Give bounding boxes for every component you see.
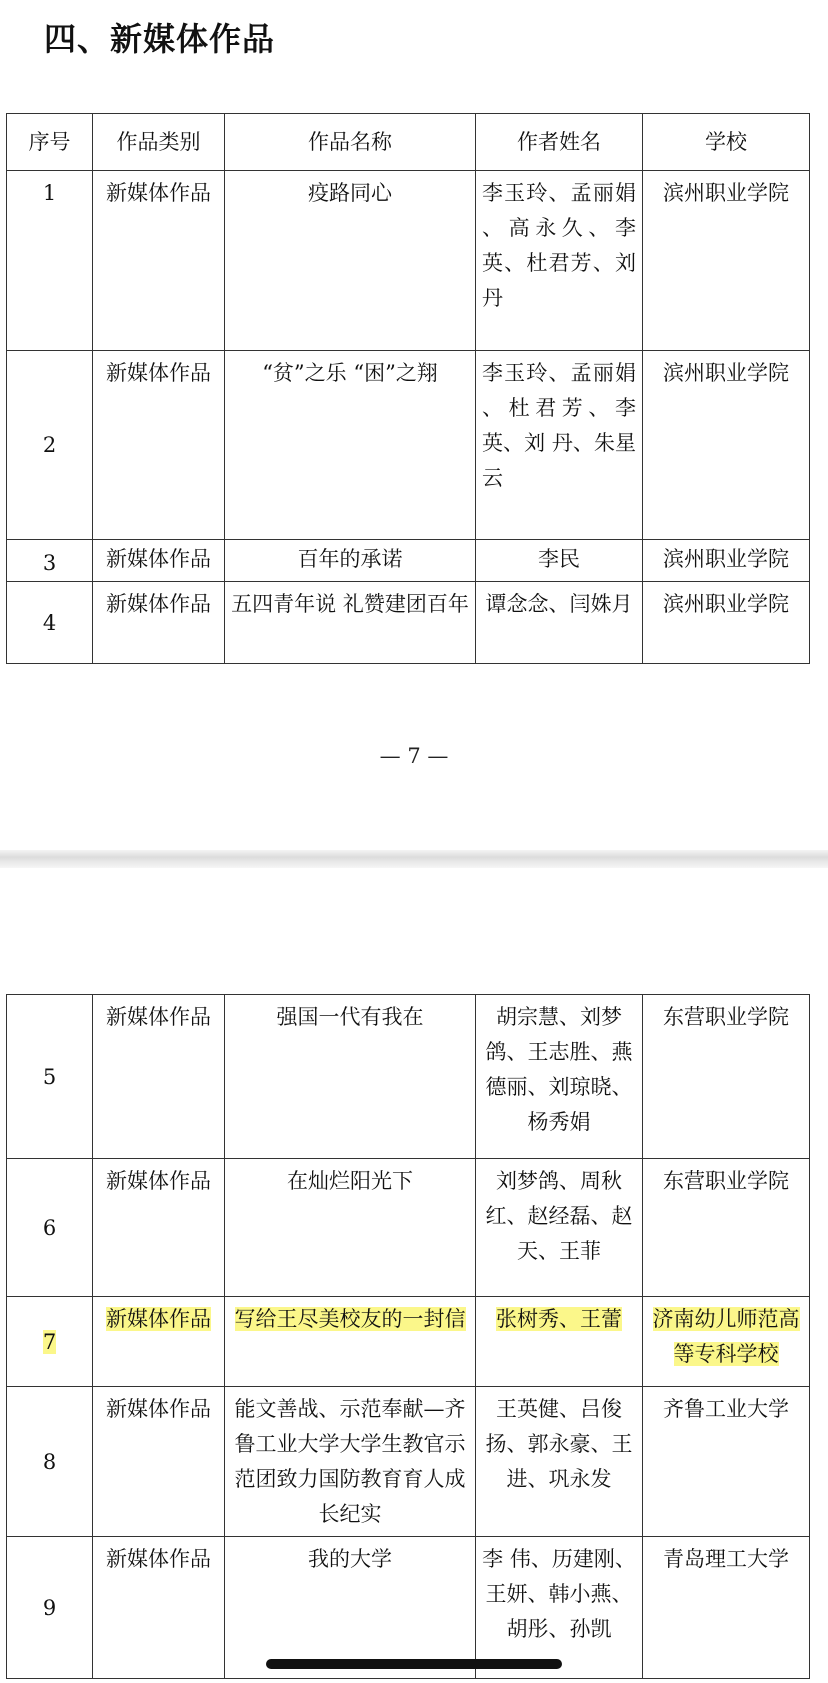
row-school: 滨州职业学院 xyxy=(643,582,810,664)
highlight: 张树秀、王蕾 xyxy=(496,1307,622,1331)
row-category: 新媒体作品 xyxy=(93,1387,225,1537)
row-school: 滨州职业学院 xyxy=(643,540,810,582)
highlight: 7 xyxy=(42,1329,57,1354)
row-name: 我的大学 xyxy=(225,1537,476,1679)
row-no: 8 xyxy=(7,1387,93,1537)
row-authors xyxy=(476,1297,643,1387)
row-name: 能文善战、示范奉献—齐鲁工业大学大学生教官示范团致力国防教育育人成长纪实 xyxy=(225,1387,476,1537)
row-authors: 王英健、吕俊扬、郭永豪、王进、巩永发 xyxy=(476,1387,643,1537)
row-no: 1 xyxy=(7,171,93,351)
row-school: 青岛理工大学 xyxy=(643,1537,810,1679)
row-no: 3 xyxy=(7,540,93,582)
row-authors: 李民 xyxy=(476,540,643,582)
row-category xyxy=(93,1297,225,1387)
row-authors: 刘梦鸽、周秋红、赵经磊、赵天、王菲 xyxy=(476,1159,643,1297)
row-category: 新媒体作品 xyxy=(93,995,225,1159)
row-no xyxy=(7,1297,93,1387)
row-school: 东营职业学院 xyxy=(643,995,810,1159)
table-row xyxy=(7,995,810,1159)
header-school: 学校 xyxy=(643,114,810,171)
row-name xyxy=(225,1297,476,1387)
table-row xyxy=(7,171,810,351)
row-category: 新媒体作品 xyxy=(93,1537,225,1679)
table-row xyxy=(7,1387,810,1537)
header-no: 序号 xyxy=(7,114,93,171)
highlight: 新媒体作品 xyxy=(106,1307,211,1331)
table-row xyxy=(7,351,810,540)
row-category: 新媒体作品 xyxy=(93,540,225,582)
row-category: 新媒体作品 xyxy=(93,582,225,664)
row-school: 滨州职业学院 xyxy=(643,171,810,351)
table-row xyxy=(7,1159,810,1297)
row-category: 新媒体作品 xyxy=(93,171,225,351)
row-school: 齐鲁工业大学 xyxy=(643,1387,810,1537)
page-number: — 7 — xyxy=(379,744,449,768)
highlight: 写给王尽美校友的一封信 xyxy=(234,1307,466,1331)
row-name: 五四青年说 礼赞建团百年 xyxy=(225,582,476,664)
header-name: 作品名称 xyxy=(225,114,476,171)
row-authors: 谭念念、闫姝月 xyxy=(476,582,643,664)
row-category: 新媒体作品 xyxy=(93,1159,225,1297)
works-table-page-8 xyxy=(6,994,810,1679)
row-authors: 胡宗慧、刘梦鸽、王志胜、燕德丽、刘琼晓、杨秀娟 xyxy=(476,995,643,1159)
row-no: 6 xyxy=(7,1159,93,1297)
highlight: 济南幼儿师范高等专科学校 xyxy=(652,1307,800,1366)
table-row xyxy=(7,540,810,582)
row-authors: 李玉玲、孟丽娟 、杜君芳、李 英、刘 丹、朱星云 xyxy=(476,351,643,540)
row-category: 新媒体作品 xyxy=(93,351,225,540)
table-header-row xyxy=(7,114,810,171)
table-row xyxy=(7,1537,810,1679)
home-indicator[interactable] xyxy=(266,1659,562,1669)
table-row xyxy=(7,582,810,664)
row-name: 强国一代有我在 xyxy=(225,995,476,1159)
row-authors: 李 伟、历建刚、王妍、韩小燕、胡彤、孙凯 xyxy=(476,1537,643,1679)
header-authors: 作者姓名 xyxy=(476,114,643,171)
section-title: 四、新媒体作品 xyxy=(44,20,276,58)
row-name: 百年的承诺 xyxy=(225,540,476,582)
works-table-page-7 xyxy=(6,113,810,664)
row-name: 在灿烂阳光下 xyxy=(225,1159,476,1297)
row-authors: 李玉玲、孟丽娟 、高永久、李 英、杜君芳、刘 丹 xyxy=(476,171,643,351)
row-school: 滨州职业学院 xyxy=(643,351,810,540)
row-name: “贫”之乐 “困”之翔 xyxy=(225,351,476,540)
row-school xyxy=(643,1297,810,1387)
row-school: 东营职业学院 xyxy=(643,1159,810,1297)
row-no: 2 xyxy=(7,351,93,540)
row-no: 5 xyxy=(7,995,93,1159)
table-row-highlighted xyxy=(7,1297,810,1387)
page-separator xyxy=(0,850,828,868)
row-no: 4 xyxy=(7,582,93,664)
row-name: 疫路同心 xyxy=(225,171,476,351)
header-category: 作品类别 xyxy=(93,114,225,171)
row-no: 9 xyxy=(7,1537,93,1679)
